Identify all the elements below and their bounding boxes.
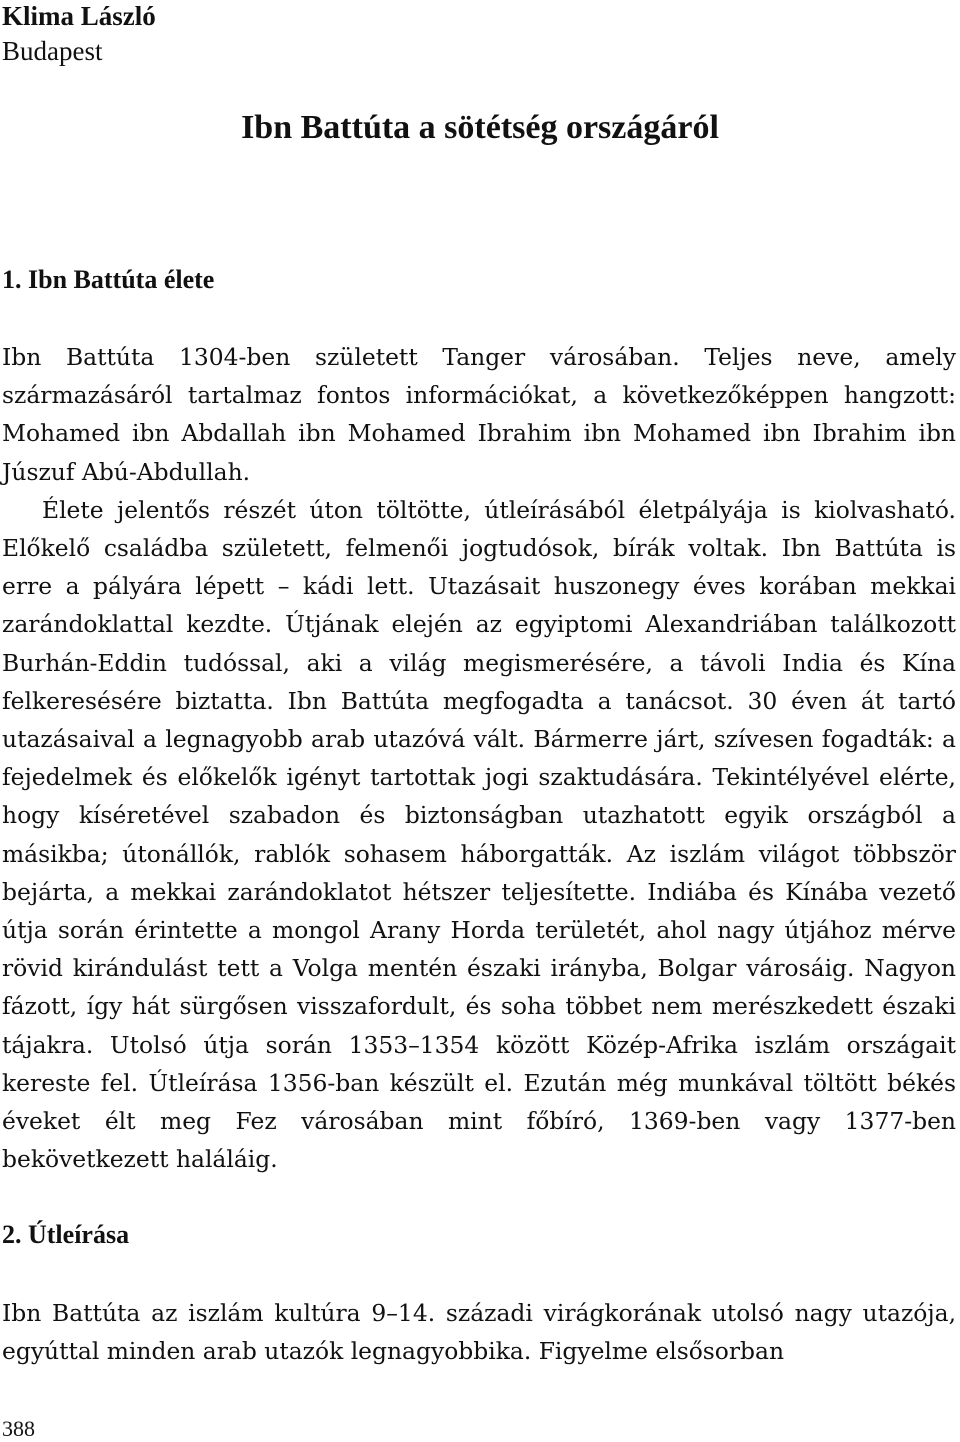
section-heading-life: 1. Ibn Battúta élete (2, 265, 215, 294)
section-heading-travelogue: 2. Útleírása (2, 1220, 130, 1249)
section-body-travelogue (2, 1294, 956, 1370)
paragraph-travelogue: Ibn Battúta az iszlám kultúra 9–14. századi virágkorának utolsó nagy utazója, egyúttal minden arab utazók legnagyobbika. Figyelme elsősorban (2, 1299, 956, 1366)
section-body-life (2, 338, 956, 1178)
article-title: Ibn Battúta a sötétség országáról (241, 109, 719, 146)
paragraph-name: Ibn Battúta 1304-ben született Tanger városában. Teljes neve, amely származásáról tartalmaz fontos információkat, a következőképpen hangzott: Mohamed ibn Abdallah ibn Mohamed Ibrahim ibn Mohamed ibn Ibrahim ibn Júszuf Abú-Abdullah. (2, 343, 956, 486)
author-city: Budapest (2, 36, 103, 66)
page-number: 388 (2, 1416, 35, 1441)
paragraph-career: Élete jelentős részét úton töltötte, útleírásából életpályája is kiolvasható. Előkelő családba született, felmenői jogtudósok, bírák voltak. Ibn Battúta is erre a pályára lépett – kádi lett. Utazásait huszonegy éves korában mekkai zarándoklattal kezdte. Útjának elején az egyiptomi Alexandriában találkozott Burhán-Eddin tudóssal, aki a világ megismerésére, a távoli India és Kína felkeresésére biztatta. Ibn Battúta megfogadta a tanácsot. 30 éven át tartó utazásaival a legnagyobb arab utazóvá vált. Bármerre járt, szívesen fogadták: a fejedelmek és előkelők igényt tartottak jogi szaktudására. Tekintélyével elérte, hogy kíséretével szabadon és biztonságban utazhatott egyik országból a másikba; útonállók, rablók sohasem háborgatták. Az iszlám világot többször bejárta, a mekkai zarándoklatot hétszer teljesítette. Indiába és Kínába vezető útja során érintette a mongol Arany Horda területét, ahol nagy útjához mérve rövid kirándulást tett a Volga mentén északi irányba, Bolgar városáig. Nagyon fázott, így hát sürgősen visszafordult, és soha többet nem merészkedett északi tájakra. Utolsó útja során 1353–1354 között Közép-Afrika iszlám országait kereste fel. Útleírása 1356-ban készült el. Ezután még munkával töltött békés éveket élt meg Fez városában mint főbíró, 1369-ben vagy 1377-ben bekövetkezett haláláig. (2, 495, 956, 1174)
author-name: Klima László (2, 1, 156, 31)
